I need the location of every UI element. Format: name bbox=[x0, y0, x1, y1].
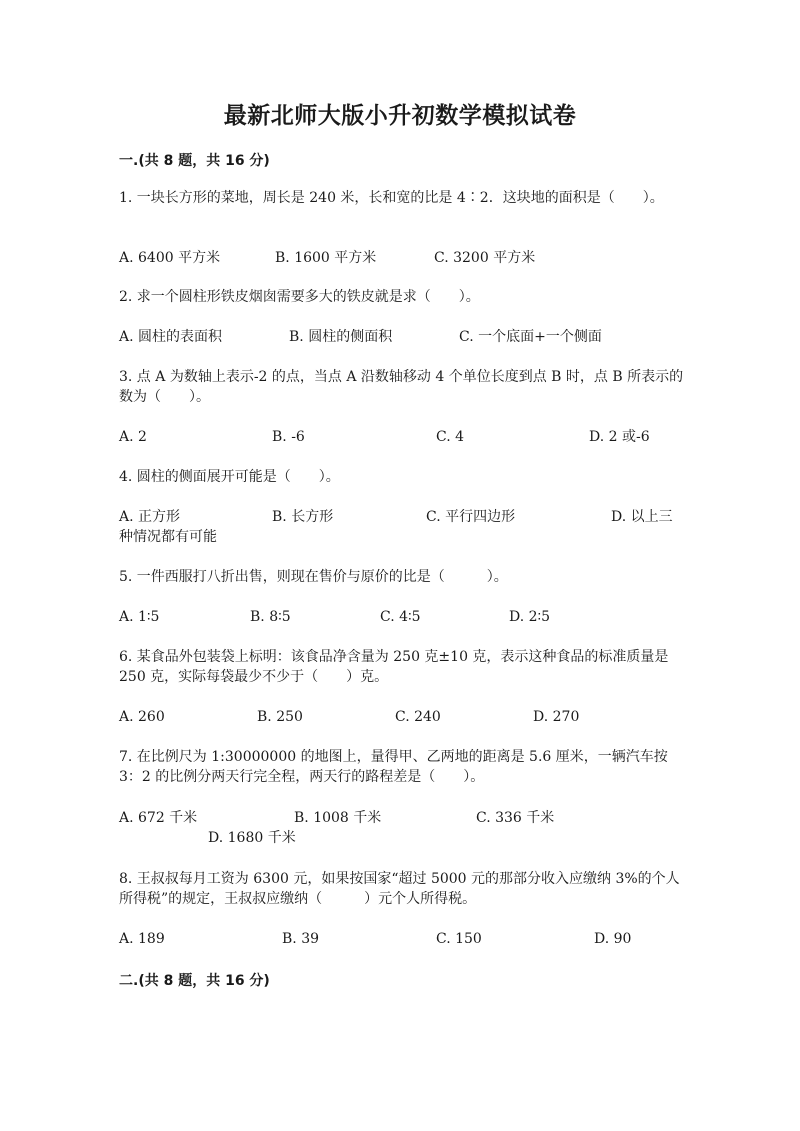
question-5-option-c: C. 4∶5 bbox=[380, 609, 421, 625]
question-1-option-c: C. 3200 平方米 bbox=[434, 250, 536, 266]
question-2-text: 2. 求一个圆柱形铁皮烟囱需要多大的铁皮就是求（ ）。 bbox=[119, 289, 480, 305]
question-1-option-a: A. 6400 平方米 bbox=[119, 250, 221, 266]
question-7-option-b: B. 1008 千米 bbox=[294, 810, 382, 826]
question-4-option-d: D. 以上三 bbox=[611, 509, 673, 525]
question-8-option-b: B. 39 bbox=[282, 931, 320, 947]
question-5-option-d: D. 2∶5 bbox=[509, 609, 551, 625]
question-6-option-c: C. 240 bbox=[395, 709, 441, 725]
question-5-option-a: A. 1∶5 bbox=[119, 609, 160, 625]
question-2-option-c: C. 一个底面+一个侧面 bbox=[459, 329, 602, 345]
question-2-option-b: B. 圆柱的侧面积 bbox=[289, 329, 393, 345]
question-1-text: 1. 一块长方形的菜地，周长是 240 米，长和宽的比是 4∶2．这块地的面积是（ ）。 bbox=[119, 190, 664, 206]
question-1-option-b: B. 1600 平方米 bbox=[275, 250, 377, 266]
question-8-option-d: D. 90 bbox=[594, 931, 632, 947]
question-8-option-a: A. 189 bbox=[119, 931, 165, 947]
question-4-option-c: C. 平行四边形 bbox=[426, 509, 516, 525]
question-3-text: 3. 点 A 为数轴上表示-2 的点，当点 A 沿数轴移动 4 个单位长度到点 B 时，点 B 所表示的数为（ ）。 bbox=[119, 369, 684, 405]
page-title: 最新北师大版小升初数学模拟试卷 bbox=[223, 103, 577, 129]
question-7-option-c: C. 336 千米 bbox=[476, 810, 555, 826]
question-7-text: 7. 在比例尺为 1:30000000 的地图上，量得甲、乙两地的距离是 5.6 厘米，一辆汽车按 3：2 的比例分两天行完全程，两天行的路程差是（ ）。 bbox=[119, 749, 668, 785]
section-heading-2: 二.(共 8 题，共 16 分) bbox=[119, 973, 270, 989]
question-8-option-c: C. 150 bbox=[436, 931, 482, 947]
question-3-option-b: B. -6 bbox=[272, 429, 305, 445]
section-heading-1: 一.(共 8 题，共 16 分) bbox=[119, 153, 270, 169]
question-7-option-a: A. 672 千米 bbox=[119, 810, 198, 826]
question-5-option-b: B. 8∶5 bbox=[250, 609, 291, 625]
question-3-option-a: A. 2 bbox=[119, 429, 147, 445]
question-6-option-b: B. 250 bbox=[257, 709, 303, 725]
question-5-text: 5. 一件西服打八折出售，则现在售价与原价的比是（ ）。 bbox=[119, 569, 508, 585]
question-3-option-d: D. 2 或-6 bbox=[589, 429, 650, 445]
question-7-option-d: D. 1680 千米 bbox=[208, 830, 296, 846]
question-4-option-d-continued: 种情况都有可能 bbox=[119, 529, 217, 545]
question-6-option-d: D. 270 bbox=[533, 709, 580, 725]
question-4-option-a: A. 正方形 bbox=[119, 509, 181, 525]
question-3-option-c: C. 4 bbox=[436, 429, 465, 445]
question-2-option-a: A. 圆柱的表面积 bbox=[119, 329, 223, 345]
question-4-option-b: B. 长方形 bbox=[272, 509, 334, 525]
question-8-text: 8. 王叔叔每月工资为 6300 元，如果按国家“超过 5000 元的那部分收入应缴纳 3%的个人所得税”的规定，王叔叔应缴纳（ ）元个人所得税。 bbox=[119, 871, 680, 907]
question-6-text: 6. 某食品外包装袋上标明：该食品净含量为 250 克±10 克，表示这种食品的标准质量是 250 克，实际每袋最少不少于（ ）克。 bbox=[119, 649, 669, 685]
question-6-option-a: A. 260 bbox=[119, 709, 165, 725]
question-4-text: 4. 圆柱的侧面展开可能是（ ）。 bbox=[119, 469, 340, 485]
